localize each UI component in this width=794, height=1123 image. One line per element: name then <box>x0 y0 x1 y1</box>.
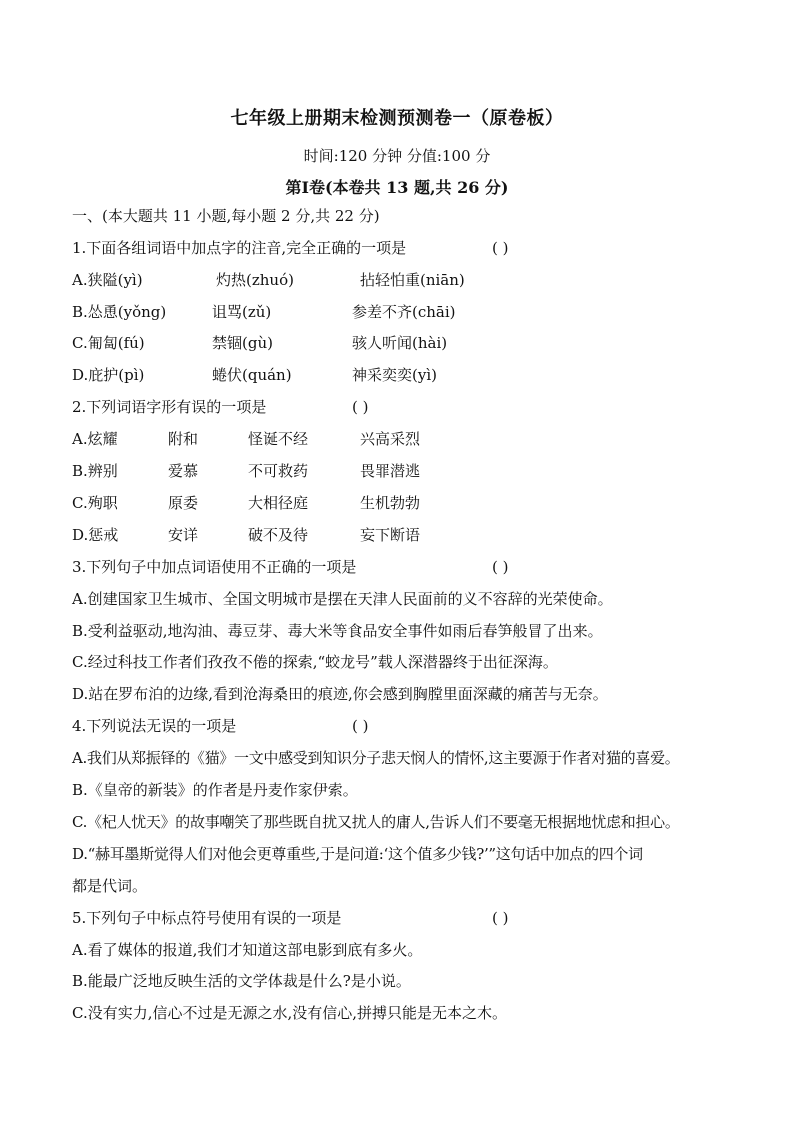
option-part: 爱慕 <box>168 462 199 480</box>
question-1-option-a <box>72 270 762 290</box>
option-part: D.庇护(pì) <box>72 366 145 384</box>
option-part: 原委 <box>168 494 199 512</box>
option-part: 禁锢(gù) <box>212 334 273 352</box>
answer-blank-4: ( ) <box>352 717 369 735</box>
option-part: 骇人听闻(hài) <box>352 334 448 352</box>
question-3-stem: 3.下列句子中加点词语使用不正确的一项是 <box>72 558 357 576</box>
question-2-option-a <box>72 429 762 449</box>
volume-heading: 第Ⅰ卷(本卷共 13 题,共 26 分) <box>285 178 509 197</box>
option-part: 妄下断语 <box>360 526 421 544</box>
answer-blank-1: ( ) <box>492 239 509 257</box>
option-part: 生机勃勃 <box>360 494 421 512</box>
answer-blank-2: ( ) <box>352 398 369 416</box>
question-1-option-c <box>72 333 762 353</box>
option-part: 大相径庭 <box>248 494 309 512</box>
answer-blank-3: ( ) <box>492 558 509 576</box>
option-part: 拈轻怕重(niān) <box>360 271 465 289</box>
option-part: A.狭隘(yì) <box>72 271 143 289</box>
option-part: 破不及待 <box>248 526 309 544</box>
option-part: 诅骂(zǔ) <box>212 303 272 321</box>
option-part: B.怂恿(yǒng) <box>72 303 167 321</box>
exam-title: 七年级上册期末检测预测卷一（原卷板） <box>230 108 564 129</box>
question-2-stem: 2.下列词语字形有误的一项是 <box>72 398 267 416</box>
question-2-option-c <box>72 493 762 513</box>
exam-meta: 时间:120 分钟 分值:100 分 <box>303 147 491 165</box>
question-4-stem: 4.下列说法无误的一项是 <box>72 717 237 735</box>
option-part: 神采奕奕(yì) <box>352 366 437 384</box>
question-1-stem: 1.下面各组词语中加点字的注音,完全正确的一项是 <box>72 239 407 257</box>
option-part: A.炫耀 <box>72 430 118 448</box>
question-3-option-a: A.创建国家卫生城市、全国文明城市是摆在天津人民面前的义不容辞的光荣使命。 <box>72 590 613 608</box>
question-3-option-b: B.受利益驱动,地沟油、毒豆芽、毒大米等食品安全事件如雨后春笋般冒了出来。 <box>72 622 603 640</box>
option-part: 兴高采烈 <box>360 430 421 448</box>
question-4-option-d-continued: 都是代词。 <box>72 877 148 895</box>
question-1-option-b <box>72 302 762 322</box>
question-4-option-d: D.“赫耳墨斯觉得人们对他会更尊重些,于是问道:‘这个值多少钱?’”这句话中加点的四个词 <box>72 845 643 863</box>
question-3-option-c: C.经过科技工作者们孜孜不倦的探索,“蛟龙号”载人深潜器终于出征深海。 <box>72 653 558 671</box>
option-part: C.匍匐(fú) <box>72 334 145 352</box>
question-4-option-b: B.《皇帝的新装》的作者是丹麦作家伊索。 <box>72 781 358 799</box>
option-part: D.惩戒 <box>72 526 119 544</box>
question-5-stem: 5.下列句子中标点符号使用有误的一项是 <box>72 909 342 927</box>
option-part: 安详 <box>168 526 199 544</box>
option-part: 灼热(zhuó) <box>216 271 294 289</box>
answer-blank-5: ( ) <box>492 909 509 927</box>
question-5-option-c: C.没有实力,信心不过是无源之水,没有信心,拼搏只能是无本之木。 <box>72 1004 508 1022</box>
option-part: 附和 <box>168 430 199 448</box>
question-2-option-b <box>72 461 762 481</box>
question-2-option-d <box>72 525 762 545</box>
option-part: B.辨别 <box>72 462 118 480</box>
question-3-option-d: D.站在罗布泊的边缘,看到沧海桑田的痕迹,你会感到胸膛里面深藏的痛苦与无奈。 <box>72 685 608 703</box>
option-part: 怪诞不经 <box>248 430 309 448</box>
question-4-option-a: A.我们从郑振铎的《猫》一文中感受到知识分子悲天悯人的情怀,这主要源于作者对猫的喜爱。 <box>72 749 680 767</box>
option-part: 不可救药 <box>248 462 309 480</box>
option-part: 畏罪潜逃 <box>360 462 421 480</box>
option-part: C.殉职 <box>72 494 118 512</box>
question-1-option-d <box>72 365 762 385</box>
option-part: 蜷伏(quán) <box>212 366 292 384</box>
section-heading: 一、(本大题共 11 小题,每小题 2 分,共 22 分) <box>72 207 380 225</box>
question-4-option-c: C.《杞人忧天》的故事嘲笑了那些既自扰又扰人的庸人,告诉人们不要毫无根据地忧虑和担心。 <box>72 813 680 831</box>
question-5-option-a: A.看了媒体的报道,我们才知道这部电影到底有多火。 <box>72 941 423 959</box>
question-5-option-b: B.能最广泛地反映生活的文学体裁是什么?是小说。 <box>72 972 411 990</box>
option-part: 参差不齐(chāi) <box>352 303 456 321</box>
